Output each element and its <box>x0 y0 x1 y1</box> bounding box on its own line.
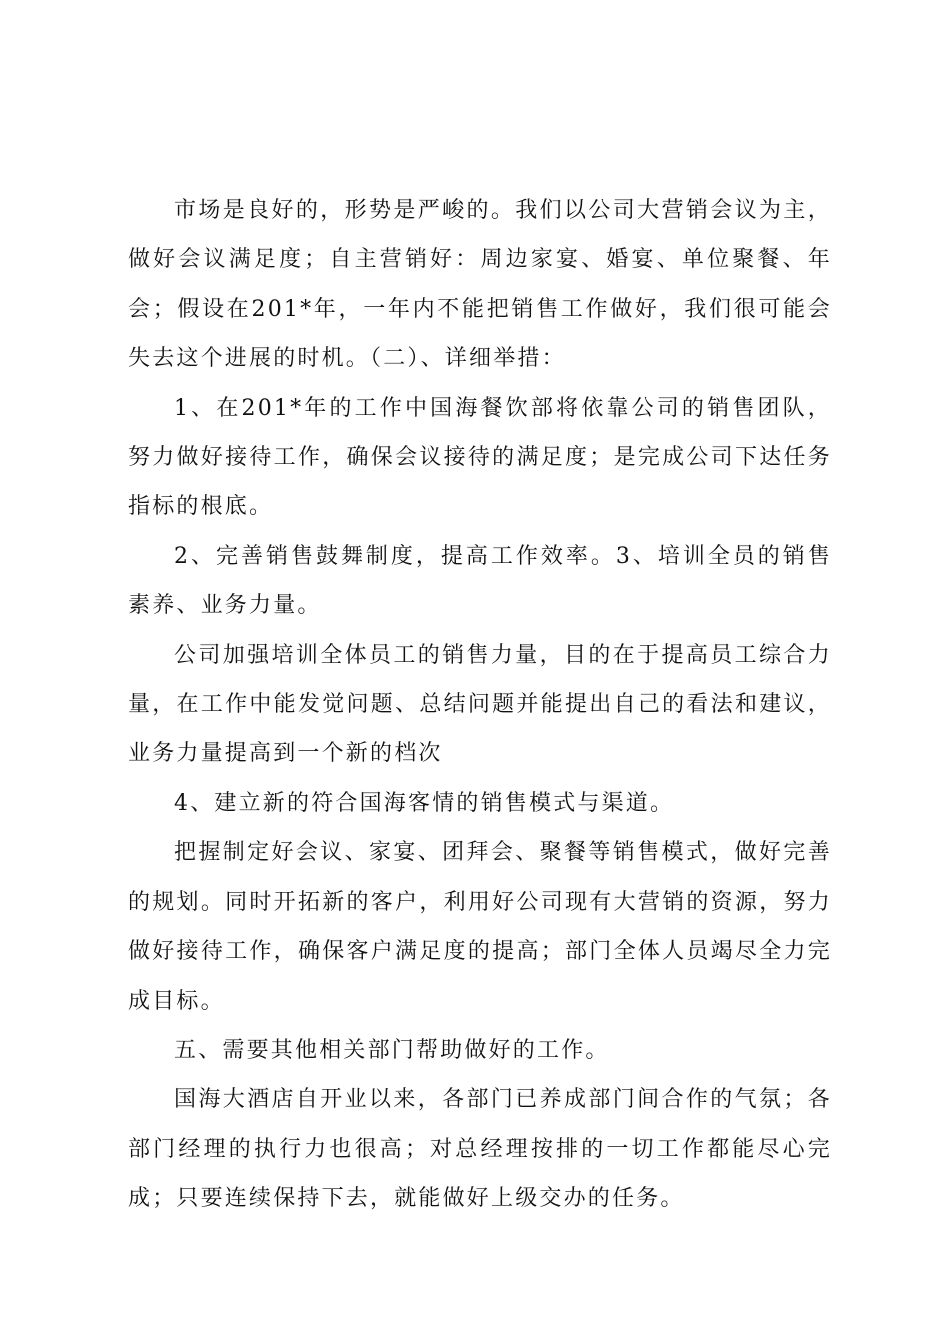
paragraph-measure-1: 1、在201*年的工作中国海餐饮部将依靠公司的销售团队，努力做好接待工作，确保会议接待的满足度；是完成公司下达任务指标的根底。 <box>128 395 832 520</box>
paragraph-sales-model: 把握制定好会议、家宴、团拜会、聚餐等销售模式，做好完善的规划。同时开拓新的客户，利用好公司现有大营销的资源，努力做好接待工作，确保客户满足度的提高；部门全体人员竭尽全力完成目标。 <box>128 840 832 1014</box>
paragraph-section-five: 五、需要其他相关部门帮助做好的工作。 <box>174 1037 610 1063</box>
paragraph-measure-4: 4、建立新的符合国海客情的销售模式与渠道。 <box>174 790 675 816</box>
paragraph-training: 公司加强培训全体员工的销售力量，目的在于提高员工综合力量，在工作中能发觉问题、总结问题并能提出自己的看法和建议，业务力量提高到一个新的档次 <box>128 642 832 767</box>
paragraph-market-situation: 市场是良好的，形势是严峻的。我们以公司大营销会议为主，做好会议满足度；自主营销好：周边家宴、婚宴、单位聚餐、年会；假设在201*年，一年内不能把销售工作做好，我们很可能会失去这个进展的时机。（二）、详细举措： <box>128 198 832 372</box>
paragraph-cooperation: 国海大酒店自开业以来，各部门已养成部门间合作的气氛；各部门经理的执行力也很高；对总经理按排的一切工作都能尽心完成；只要连续保持下去，就能做好上级交办的任务。 <box>128 1087 832 1212</box>
document-body <box>128 186 832 1224</box>
paragraph-measure-2-3: 2、完善销售鼓舞制度，提高工作效率。3、培训全员的销售素养、业务力量。 <box>128 543 832 619</box>
